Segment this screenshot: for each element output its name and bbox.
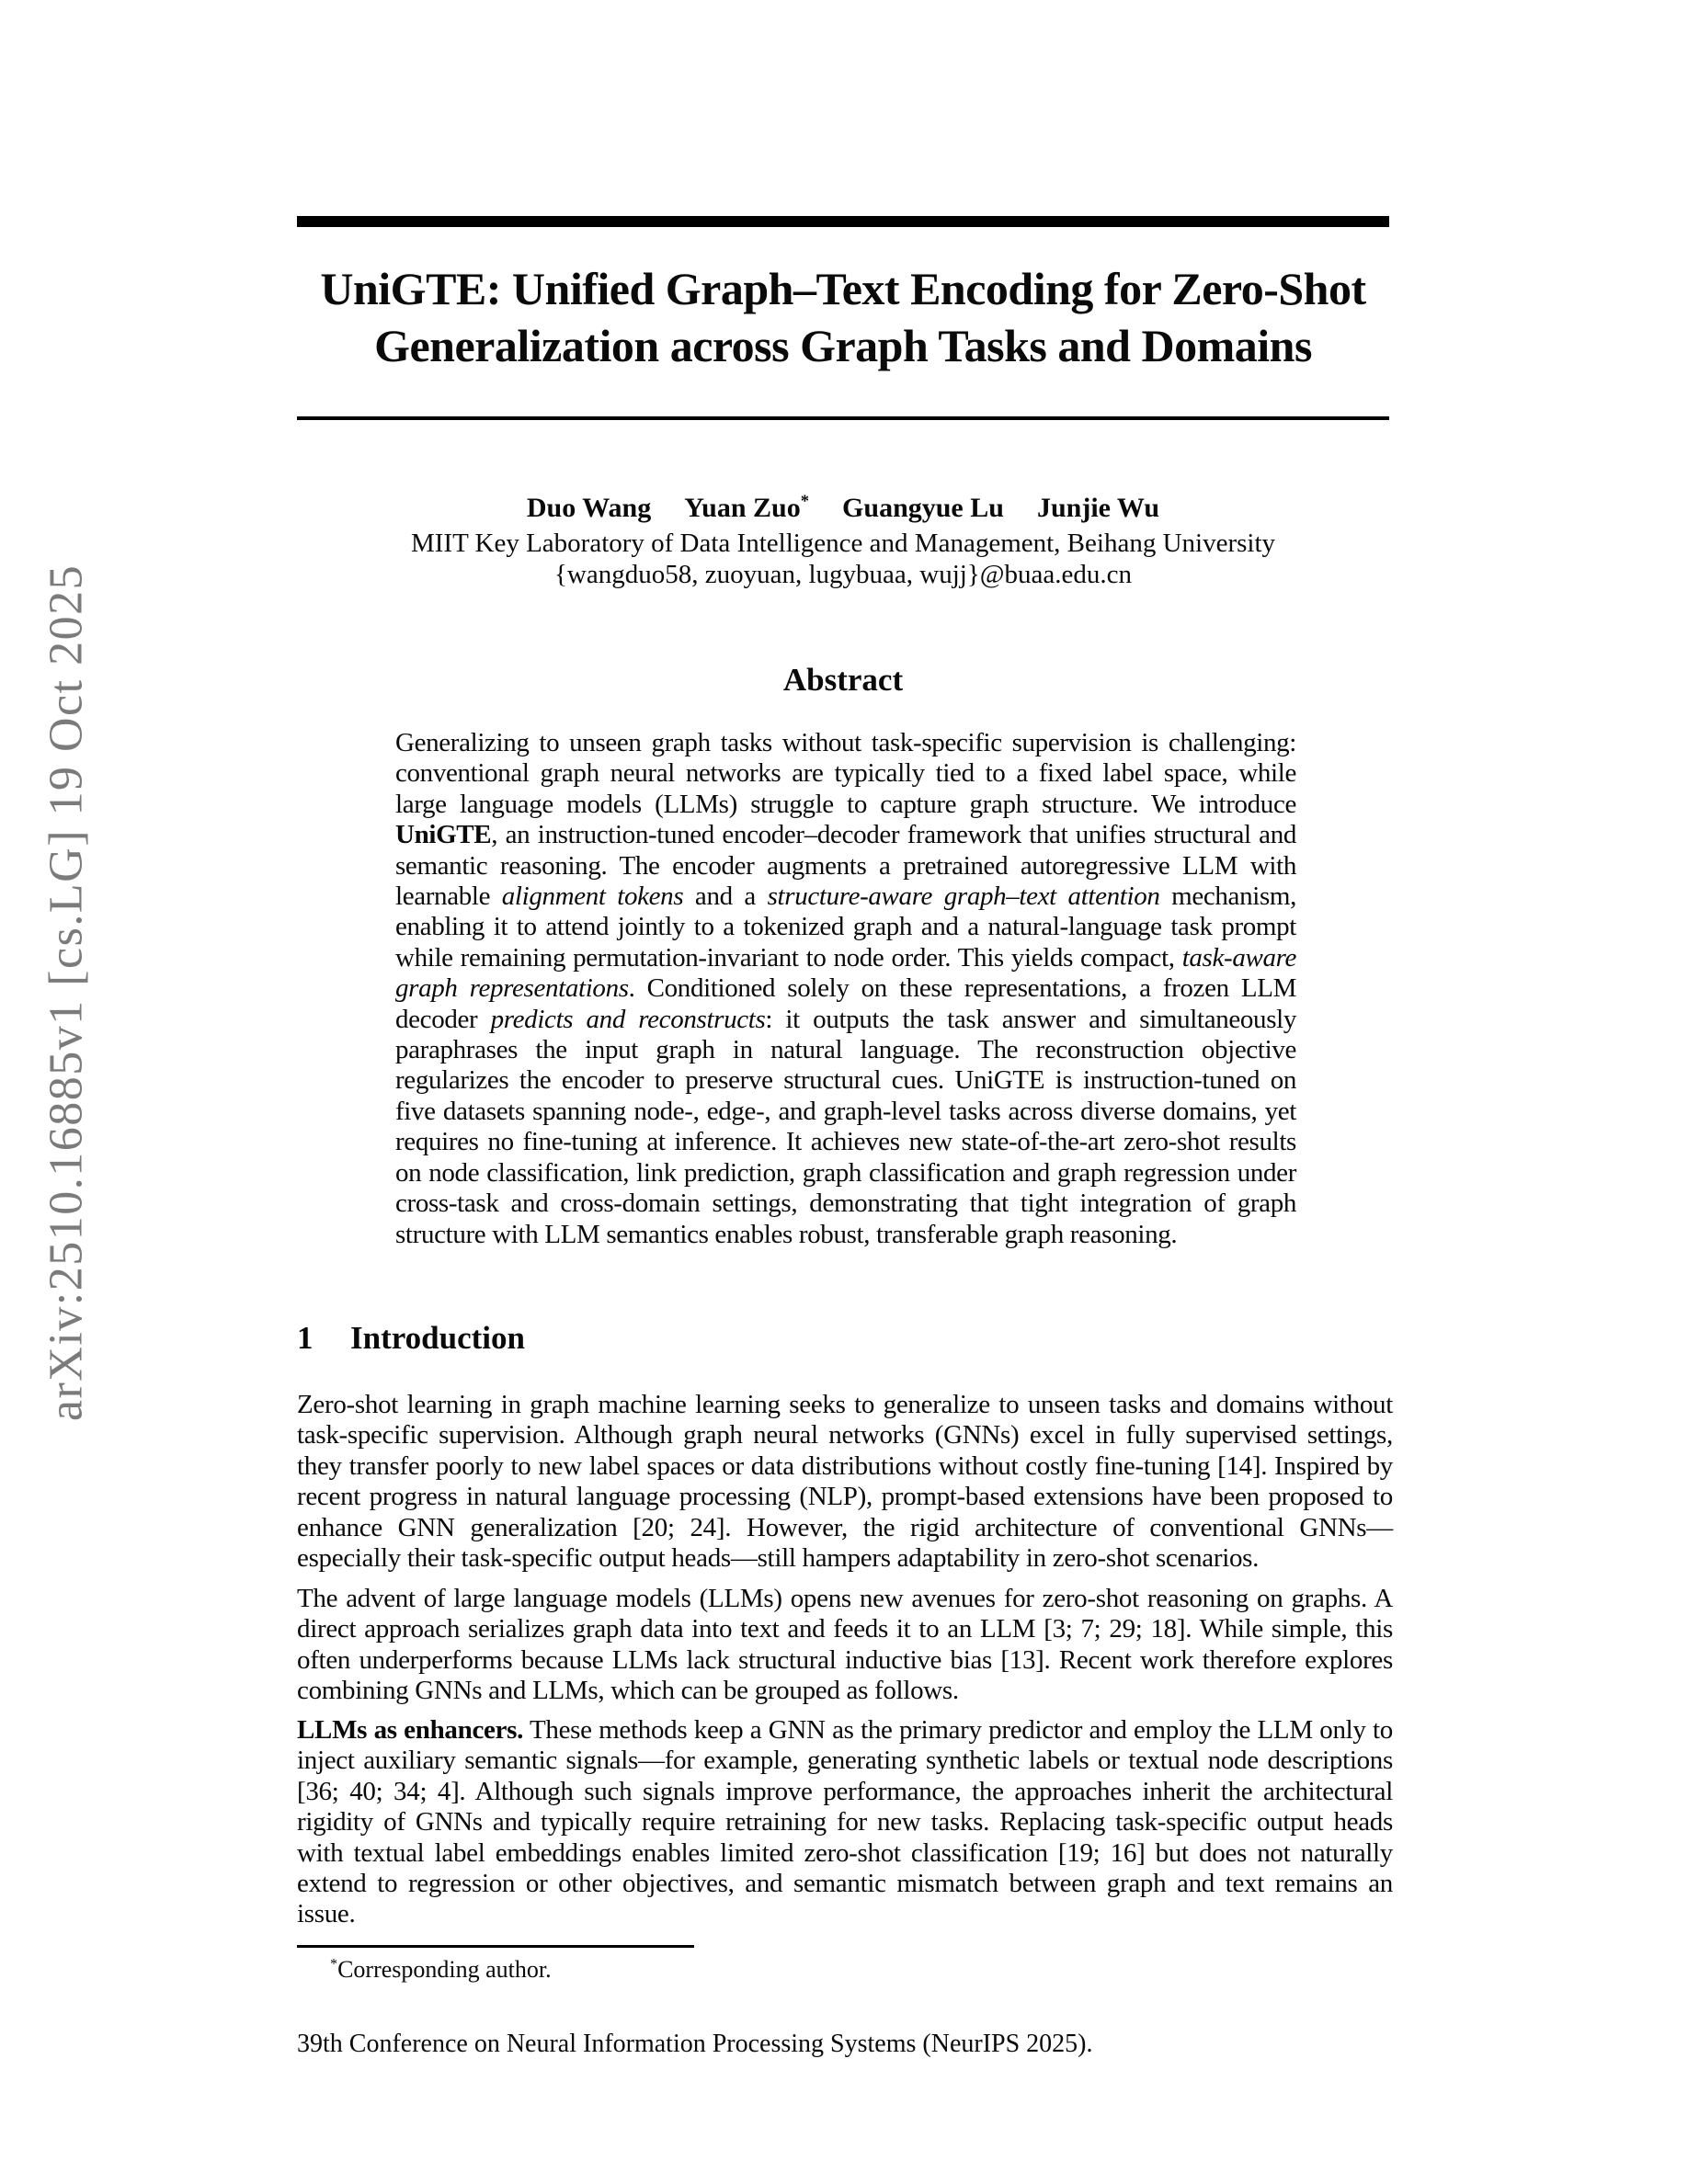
paper-title-line1: UniGTE: Unified Graph–Text Encoding for Zero-Shot	[320, 263, 1366, 314]
intro-paragraph-1: Zero-shot learning in graph machine learning seeks to generalize to unseen tasks and domains without task-specific supervision. Although graph neural networks (GNNs) excel in fully supervised settings, they transfer poorly to new label spaces or data distributions without costly fine-tuning [14]. Inspired by recent progress in natural language processing (NLP), prompt-based extensions have been proposed to enhance GNN generalization [20; 24]. However, the rigid architecture of conventional GNNs—especially their task-specific output heads—still hampers adaptability in zero-shot scenarios.	[297, 1390, 1393, 1574]
footnote-corresponding-author: *Corresponding author.	[330, 1956, 552, 1983]
conference-footer: 39th Conference on Neural Information Processing Systems (NeurIPS 2025).	[297, 2030, 1093, 2058]
paper-title	[297, 260, 1389, 374]
paper-title-line2: Generalization across Graph Tasks and Domains	[374, 320, 1312, 371]
section-title: Introduction	[350, 1320, 525, 1356]
arxiv-watermark: arXiv:2510.16885v1 [cs.LG] 19 Oct 2025	[40, 563, 93, 1422]
footnote-rule	[297, 1945, 694, 1948]
title-rule-bottom	[297, 416, 1389, 420]
intro-paragraph-2: The advent of large language models (LLMs) opens new avenues for zero-shot reasoning on graphs. A direct approach serializes graph data into text and feeds it to an LLM [3; 7; 29; 18]. While simple, this often underperforms because LLMs lack structural inductive bias [13]. Recent work therefore explores combining GNNs and LLMs, which can be grouped as follows.	[297, 1584, 1393, 1706]
title-rule-top	[297, 216, 1389, 227]
abstract-body: Generalizing to unseen graph tasks without task-specific supervision is challenging: conventional graph neural networks are typically tied to a fixed label space, while large language models (LLMs) struggle to capture graph structure. We introduce UniGTE, an instruction-tuned encoder–decoder framework that unifies structural and semantic reasoning. The encoder augments a pretrained autoregressive LLM with learnable alignment tokens and a structure-aware graph–text attention mechanism, enabling it to attend jointly to a tokenized graph and a natural-language task prompt while remaining permutation-invariant to node order. This yields compact, task-aware graph representations. Conditioned solely on these representations, a frozen LLM decoder predicts and reconstructs: it outputs the task answer and simultaneously paraphrases the input graph in natural language. The reconstruction objective regularizes the encoder to preserve structural cues. UniGTE is instruction-tuned on five datasets spanning node-, edge-, and graph-level tasks across diverse domains, yet requires no fine-tuning at inference. It achieves new state-of-the-art zero-shot results on node classification, link prediction, graph classification and graph regression under cross-task and cross-domain settings, demonstrating that tight integration of graph structure with LLM semantics enables robust, transferable graph reasoning.	[395, 728, 1297, 1249]
author-names: Duo Wang Yuan Zuo* Guangyue Lu Junjie Wu	[526, 492, 1160, 523]
intro-paragraph-3: LLMs as enhancers. These methods keep a GNN as the primary predictor and employ the LLM only to inject auxiliary semantic signals—for example, generating synthetic labels or textual node descriptions [36; 40; 34; 4]. Although such signals improve performance, the approaches inherit the architectural rigidity of GNNs and typically require retraining for new tasks. Replacing task-specific output heads with textual label embeddings enables limited zero-shot classification [19; 16] but does not naturally extend to regression or other objectives, and semantic mismatch between graph and text remains an issue.	[297, 1715, 1393, 1929]
affiliation: MIIT Key Laboratory of Data Intelligence and Management, Beihang University	[410, 529, 1276, 558]
section-heading-introduction	[297, 1320, 1389, 1357]
abstract-heading: Abstract	[782, 662, 904, 698]
section-number: 1	[297, 1320, 314, 1356]
author-emails: {wangduo58, zuoyuan, lugybuaa, wujj}@buaa.edu.cn	[554, 560, 1132, 589]
